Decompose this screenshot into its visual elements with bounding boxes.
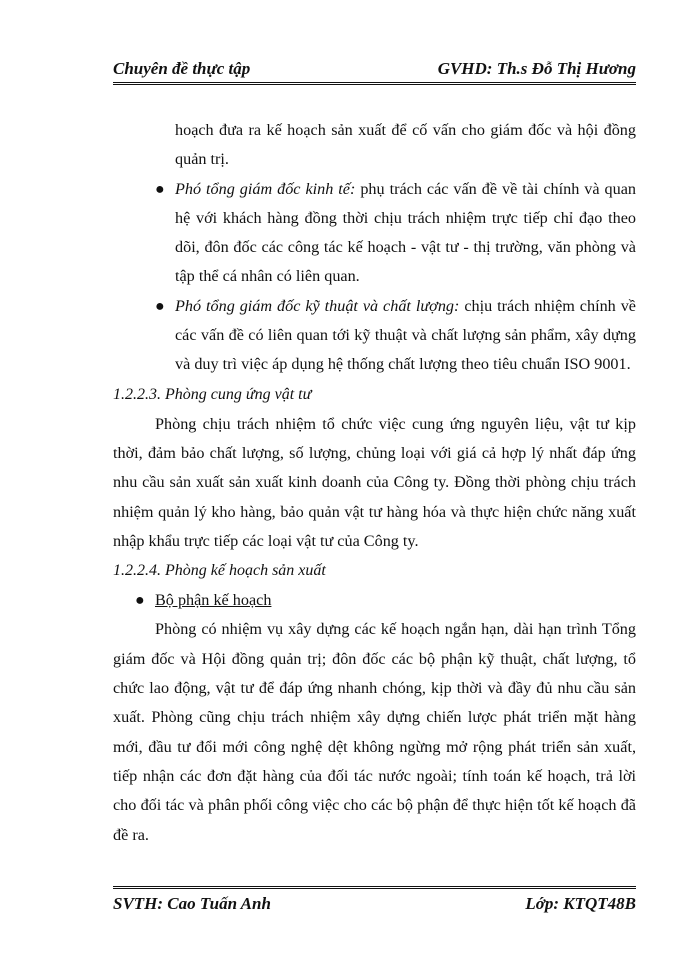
- bullet-icon: ●: [155, 297, 165, 315]
- bullet-text: phụ trách các vấn đề về tài chính và quan hệ với khách hàng đồng thời chịu trách nhiệm trực tiếp chỉ đạo theo dõi, đôn đốc các công tác kế hoạch - vật tư - thị trường, văn phòng và tập thể cá nhân có liên quan.: [175, 179, 636, 286]
- bullet-label: Phó tổng giám đốc kỹ thuật và chất lượng:: [175, 296, 460, 315]
- page-footer: [113, 886, 636, 917]
- list-item: [155, 292, 636, 380]
- footer-author: SVTH: Cao Tuấn Anh: [113, 894, 271, 913]
- page-body: [113, 116, 636, 850]
- section-heading: 1.2.2.4. Phòng kế hoạch sản xuất: [113, 562, 326, 580]
- body-paragraph: Phòng có nhiệm vụ xây dựng các kế hoạch ngắn hạn, dài hạn trình Tổng giám đốc và Hội đồng quản trị; đôn đốc các bộ phận kỹ thuật, chất lượng, tổ chức lao động, vật tư để đáp ứng nhanh chóng, kịp thời và đầy đủ nhu cầu sản xuất. Phòng cũng chịu trách nhiệm xây dựng chiến lược phát triển mặt hàng mới, đầu tư đổi mới công nghệ dệt không ngừng mở rộng phát triển sản xuất, tiếp nhận các đơn đặt hàng của đối tác nước ngoài; tính toán kế hoạch, trả lời cho đối tác và phân phối công việc cho các bộ phận để thực hiện tốt kế hoạch đã đề ra.: [113, 620, 636, 844]
- section-heading: 1.2.2.3. Phòng cung ứng vật tư: [113, 385, 312, 403]
- list-item: [155, 175, 636, 292]
- subsection-title: Bộ phận kế hoạch: [155, 591, 272, 610]
- header-title: Chuyên đề thực tập: [113, 59, 251, 78]
- footer-class: Lớp: KTQT48B: [525, 894, 636, 913]
- continuation-paragraph: hoạch đưa ra kế hoạch sản xuất để cố vấn cho giám đốc và hội đồng quản trị.: [175, 121, 636, 169]
- header-advisor: GVHD: Th.s Đỗ Thị Hương: [437, 59, 636, 78]
- list-item: [135, 586, 636, 615]
- bullet-icon: ●: [155, 180, 165, 198]
- bullet-icon: ●: [135, 592, 145, 610]
- body-paragraph: Phòng chịu trách nhiệm tổ chức việc cung ứng nguyên liệu, vật tư kịp thời, đảm bảo chất lượng, số lượng, chủng loại với giá cả hợp lý nhất đáp ứng nhu cầu sản xuất sản xuất kinh doanh của Công ty. Đồng thời phòng chịu trách nhiệm quản lý kho hàng, bảo quản vật tư hàng hóa và thực hiện chức năng xuất nhập khẩu trực tiếp các loại vật tư của Công ty.: [113, 414, 636, 550]
- page-header: [113, 54, 636, 85]
- bullet-text: chịu trách nhiệm chính về các vấn đề có liên quan tới kỹ thuật và chất lượng sản phẩm, xây dựng và duy trì việc áp dụng hệ thống chất lượng theo tiêu chuẩn ISO 9001.: [175, 296, 636, 374]
- bullet-label: Phó tổng giám đốc kinh tế:: [175, 179, 356, 198]
